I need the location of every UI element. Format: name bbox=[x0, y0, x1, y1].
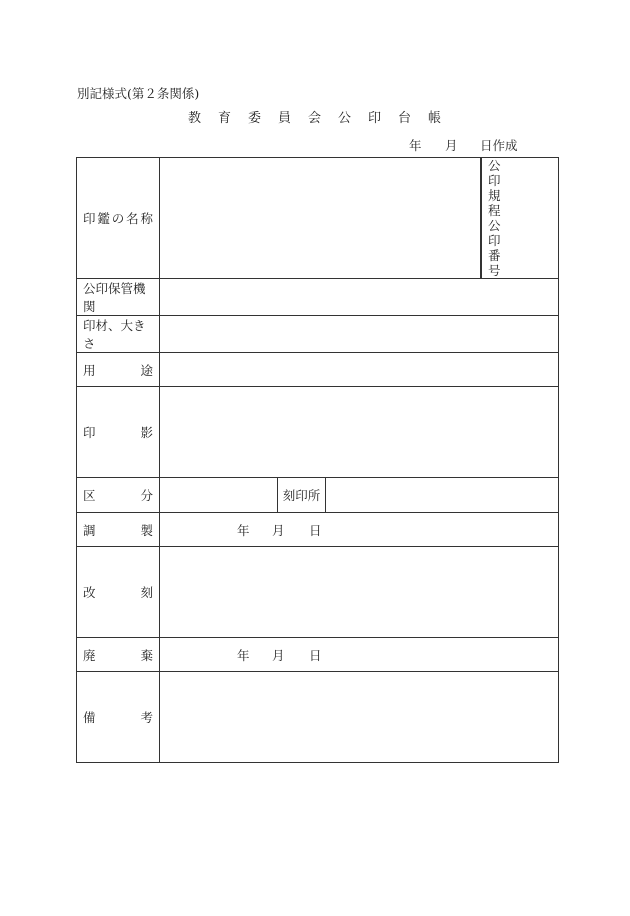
row-material bbox=[77, 316, 559, 353]
seal-name-field[interactable] bbox=[160, 158, 481, 279]
title-char: 帳 bbox=[428, 111, 442, 126]
disposal-date-field[interactable] bbox=[160, 638, 559, 672]
label-char: 廃 bbox=[83, 647, 96, 663]
title-char: 台 bbox=[398, 111, 412, 126]
label-char: 製 bbox=[140, 522, 153, 538]
recarve-field[interactable] bbox=[160, 547, 559, 638]
engraver-field[interactable] bbox=[326, 478, 559, 513]
created-day-label: 日作成 bbox=[480, 138, 518, 153]
created-year-label: 年 bbox=[409, 138, 422, 153]
engraver-label: 刻印所 bbox=[278, 478, 326, 513]
material-label: 印材、大きさ bbox=[77, 316, 160, 353]
created-date-line bbox=[409, 136, 518, 154]
seal-name-label bbox=[77, 158, 160, 279]
title-char: 印 bbox=[368, 111, 382, 126]
row-recarve bbox=[77, 547, 559, 638]
month-label: 月 bbox=[272, 647, 285, 663]
custody-label: 公印保管機関 bbox=[77, 279, 160, 316]
label-char: 棄 bbox=[140, 647, 153, 663]
label-char: 考 bbox=[140, 710, 153, 725]
label-char: 区 bbox=[83, 488, 96, 503]
day-label: 日 bbox=[309, 522, 322, 538]
category-label bbox=[77, 478, 160, 513]
usage-field[interactable] bbox=[160, 353, 559, 387]
material-field[interactable] bbox=[160, 316, 559, 353]
label-char: 名 bbox=[126, 211, 139, 226]
seal-register-form bbox=[76, 157, 559, 763]
row-seal-name bbox=[77, 158, 559, 279]
label-char: 称 bbox=[140, 211, 153, 226]
manufacture-date-field[interactable] bbox=[160, 513, 559, 547]
row-remarks bbox=[77, 672, 559, 763]
row-custody bbox=[77, 279, 559, 316]
custody-field[interactable] bbox=[160, 279, 559, 316]
row-impression bbox=[77, 387, 559, 478]
label-char: 印 bbox=[83, 425, 96, 440]
remarks-label bbox=[77, 672, 160, 763]
disposal-label bbox=[77, 638, 160, 672]
document-title bbox=[188, 107, 458, 126]
title-char: 員 bbox=[278, 111, 292, 126]
day-label: 日 bbox=[309, 647, 322, 663]
title-char: 公 bbox=[338, 111, 352, 126]
title-char: 育 bbox=[218, 111, 232, 126]
label-char: 鑑 bbox=[97, 211, 110, 226]
label-char: 途 bbox=[140, 362, 153, 378]
category-field[interactable] bbox=[160, 478, 278, 513]
year-label: 年 bbox=[237, 647, 250, 663]
row-category bbox=[77, 478, 559, 513]
title-char: 会 bbox=[308, 111, 322, 126]
label-char: 刻 bbox=[140, 585, 153, 600]
impression-label bbox=[77, 387, 160, 478]
month-label: 月 bbox=[272, 522, 285, 538]
label-char: 調 bbox=[83, 522, 96, 538]
recarve-label bbox=[77, 547, 160, 638]
title-char: 委 bbox=[248, 111, 262, 126]
impression-field[interactable] bbox=[160, 387, 559, 478]
seal-rule-number-label: 公印規程 公印番号 bbox=[481, 158, 482, 279]
label-char: 改 bbox=[83, 585, 96, 600]
label-char: 印 bbox=[83, 211, 96, 226]
manufacture-label bbox=[77, 513, 160, 547]
year-label: 年 bbox=[237, 522, 250, 538]
row-usage bbox=[77, 353, 559, 387]
remarks-field[interactable] bbox=[160, 672, 559, 763]
label-char: の bbox=[111, 211, 125, 226]
label-char: 備 bbox=[83, 710, 96, 725]
created-month-label: 月 bbox=[445, 138, 458, 153]
row-manufacture bbox=[77, 513, 559, 547]
label-char: 分 bbox=[140, 488, 153, 503]
form-reference-note: 別記様式(第２条関係) bbox=[77, 86, 200, 101]
row-disposal bbox=[77, 638, 559, 672]
usage-label bbox=[77, 353, 160, 387]
label-char: 影 bbox=[140, 425, 153, 440]
label-char: 用 bbox=[83, 362, 96, 378]
title-char: 教 bbox=[188, 111, 202, 126]
